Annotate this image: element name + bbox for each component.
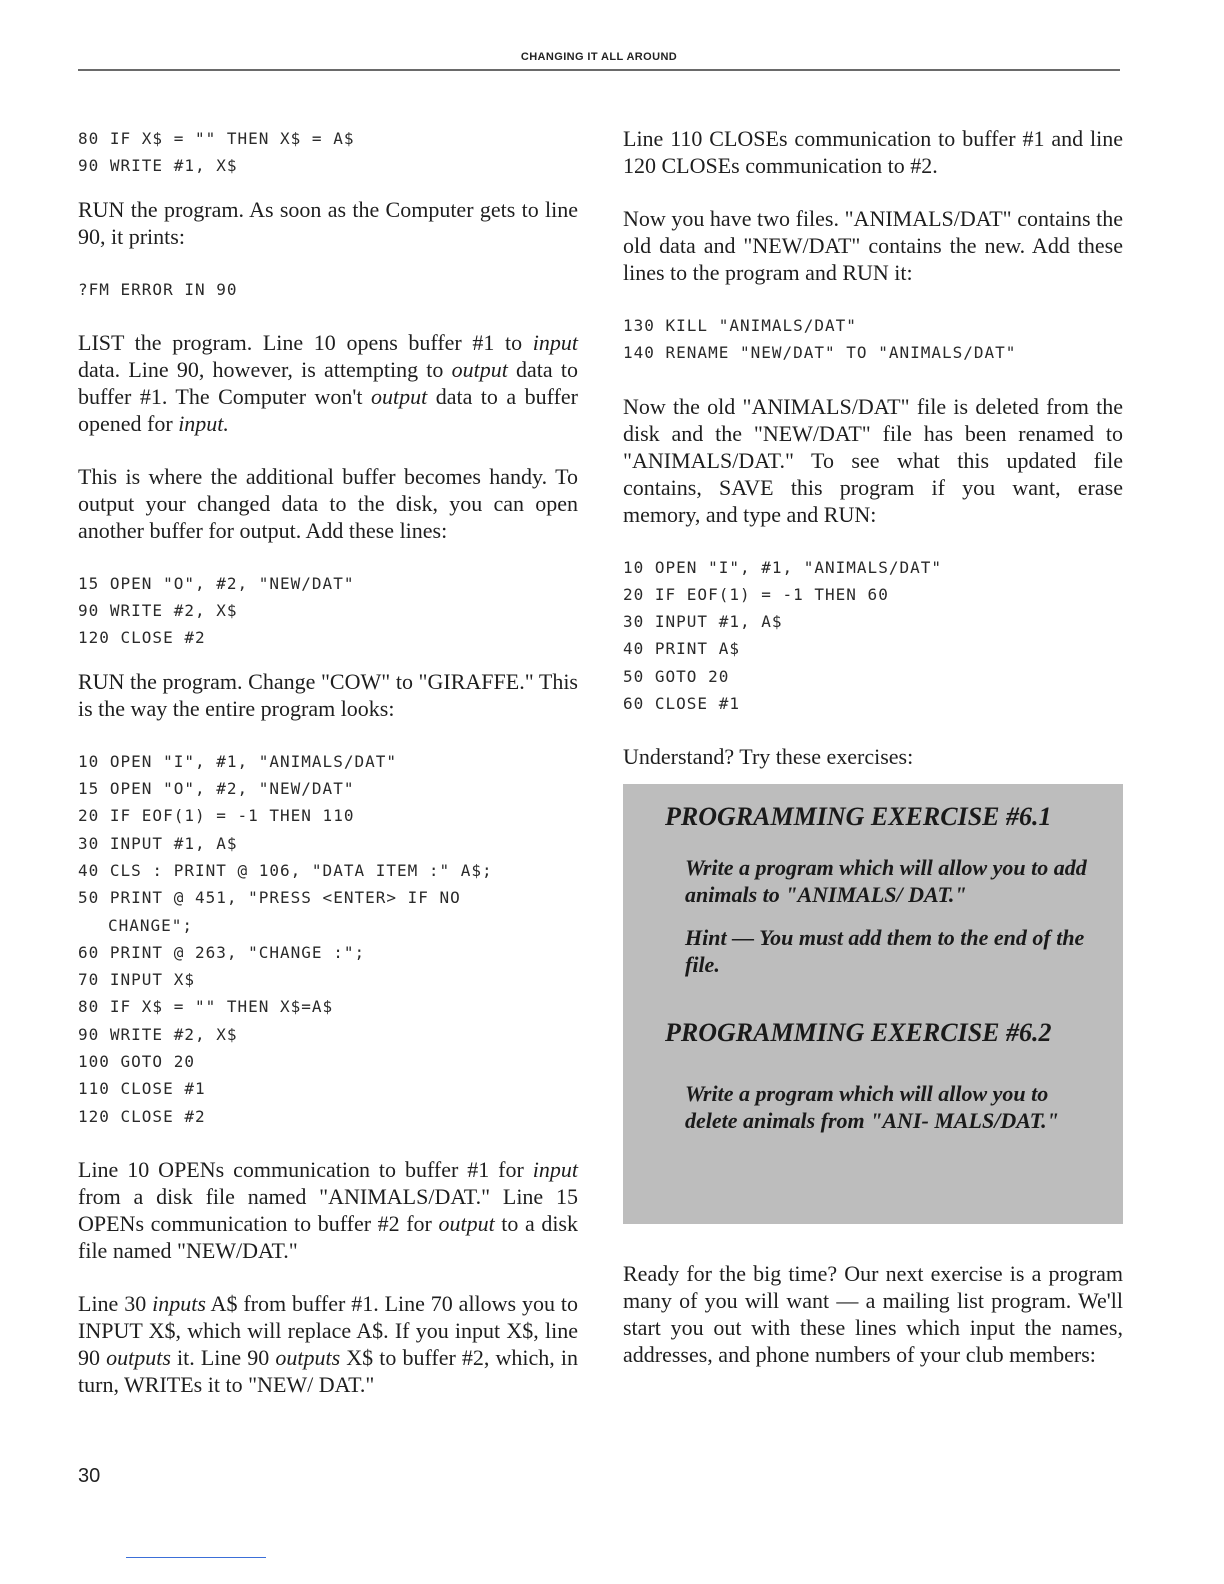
code-line: 90 WRITE #1, X$ <box>78 156 238 176</box>
exercise-body-6-1: Write a program which will allow you to add animals to "ANIMALS/ DAT." <box>685 855 1087 908</box>
right-column <box>623 125 1123 1368</box>
code-line: 120 CLOSE #2 <box>78 628 206 648</box>
page-number: 30 <box>78 1465 101 1487</box>
code-line: 80 IF X$ = "" THEN X$=A$ <box>78 997 334 1017</box>
paragraph-two-files: Now you have two files. "ANIMALS/DAT" contains the old data and "NEW/DAT" contains the new. Add these lines to the program and RUN it: <box>623 206 1123 285</box>
paragraph-line-10-opens: Line 10 OPENs communication to buffer #1 for input from a disk file named "ANIMALS/DAT." Line 15 OPENs communication to buffer #2 for output to a disk file named "NEW/DAT." <box>78 1156 578 1263</box>
code-line: 20 IF EOF(1) = -1 THEN 110 <box>78 806 355 826</box>
code-block-1 <box>78 125 578 180</box>
code-block-error <box>78 276 578 303</box>
code-line: 100 GOTO 20 <box>78 1052 195 1072</box>
code-line: CHANGE"; <box>108 915 194 935</box>
code-line: 60 PRINT @ 263, "CHANGE :"; <box>78 942 366 962</box>
code-block-kill-rename <box>623 312 1123 367</box>
code-line: 40 PRINT A$ <box>623 639 740 659</box>
code-line: 90 WRITE #2, X$ <box>78 1024 238 1044</box>
code-line: 110 CLOSE #1 <box>78 1079 206 1099</box>
code-line: 20 IF EOF(1) = -1 THEN 60 <box>623 584 889 604</box>
header-rule <box>78 69 1120 71</box>
code-block-full-program <box>78 748 578 1130</box>
code-line: ?FM ERROR IN 90 <box>78 279 238 299</box>
code-line: 50 PRINT @ 451, "PRESS <ENTER> IF NO <box>78 888 461 908</box>
paragraph-list-program: LIST the program. Line 10 opens buffer #1 to input data. Line 90, however, is attempting to output data to buffer #1. The Computer won't output data to a buffer opened for input. <box>78 329 578 436</box>
code-line: 15 OPEN "O", #2, "NEW/DAT" <box>78 573 355 593</box>
exercise-title-6-1: PROGRAMMING EXERCISE #6.1 <box>665 802 1052 832</box>
paragraph-understand: Understand? Try these exercises: <box>623 744 914 770</box>
code-line: 50 GOTO 20 <box>623 666 730 686</box>
code-line: 30 INPUT #1, A$ <box>623 612 783 632</box>
code-line: 120 CLOSE #2 <box>78 1106 206 1126</box>
code-line: 140 RENAME "NEW/DAT" TO "ANIMALS/DAT" <box>623 343 1017 363</box>
paragraph-file-deleted: Now the old "ANIMALS/DAT" file is deleted from the disk and the "NEW/DAT" file has been renamed to "ANIMALS/DAT." To see what this updated file contains, SAVE this program if you want, erase memory, and type and RUN: <box>623 393 1123 527</box>
exercise-box <box>623 784 1123 1224</box>
paragraph-line-30-inputs: Line 30 inputs A$ from buffer #1. Line 70 allows you to INPUT X$, which will replace A$. If you input X$, line 90 outputs it. Line 90 outputs X$ to buffer #2, which, in turn, WRITEs it to "NEW/ DAT." <box>78 1290 578 1397</box>
code-line: 40 CLS : PRINT @ 106, "DATA ITEM :" A$; <box>78 860 493 880</box>
footer-mark <box>126 1557 266 1558</box>
paragraph-run-program: RUN the program. As soon as the Computer gets to line 90, it prints: <box>78 196 578 249</box>
left-column <box>78 125 578 1398</box>
code-line: 10 OPEN "I", #1, "ANIMALS/DAT" <box>78 751 397 771</box>
code-line: 130 KILL "ANIMALS/DAT" <box>623 316 857 335</box>
paragraph-change-cow: RUN the program. Change "COW" to "GIRAFFE." This is the way the entire program looks: <box>78 668 578 721</box>
paragraph-close-buffers: Line 110 CLOSEs communication to buffer #1 and line 120 CLOSEs communication to #2. <box>623 126 1123 178</box>
code-line: 10 OPEN "I", #1, "ANIMALS/DAT" <box>623 557 942 577</box>
paragraph-additional-buffer: This is where the additional buffer becomes handy. To output your changed data to the disk, you can open another buffer for output. Add these lines: <box>78 463 578 543</box>
paragraph-big-time: Ready for the big time? Our next exercise is a program many of you will want — a mailing list program. We'll start you out with these lines which input the names, addresses, and phone numbers of your club members: <box>623 1261 1123 1368</box>
code-line: 70 INPUT X$ <box>78 970 195 990</box>
exercise-body-6-2: Write a program which will allow you to delete animals from "ANI- MALS/DAT." <box>685 1081 1059 1134</box>
code-line: 15 OPEN "O", #2, "NEW/DAT" <box>78 779 355 799</box>
code-line: 80 IF X$ = "" THEN X$ = A$ <box>78 129 355 148</box>
exercise-title-6-2: PROGRAMMING EXERCISE #6.2 <box>665 1018 1052 1048</box>
code-block-read-file <box>623 554 1123 718</box>
code-line: 90 WRITE #2, X$ <box>78 601 238 621</box>
code-line: 30 INPUT #1, A$ <box>78 833 238 853</box>
exercise-hint-6-1: Hint — You must add them to the end of the file. <box>685 925 1085 978</box>
running-head: CHANGING IT ALL AROUND <box>520 51 678 63</box>
code-line: 60 CLOSE #1 <box>623 694 740 714</box>
code-block-add-lines <box>78 570 578 652</box>
